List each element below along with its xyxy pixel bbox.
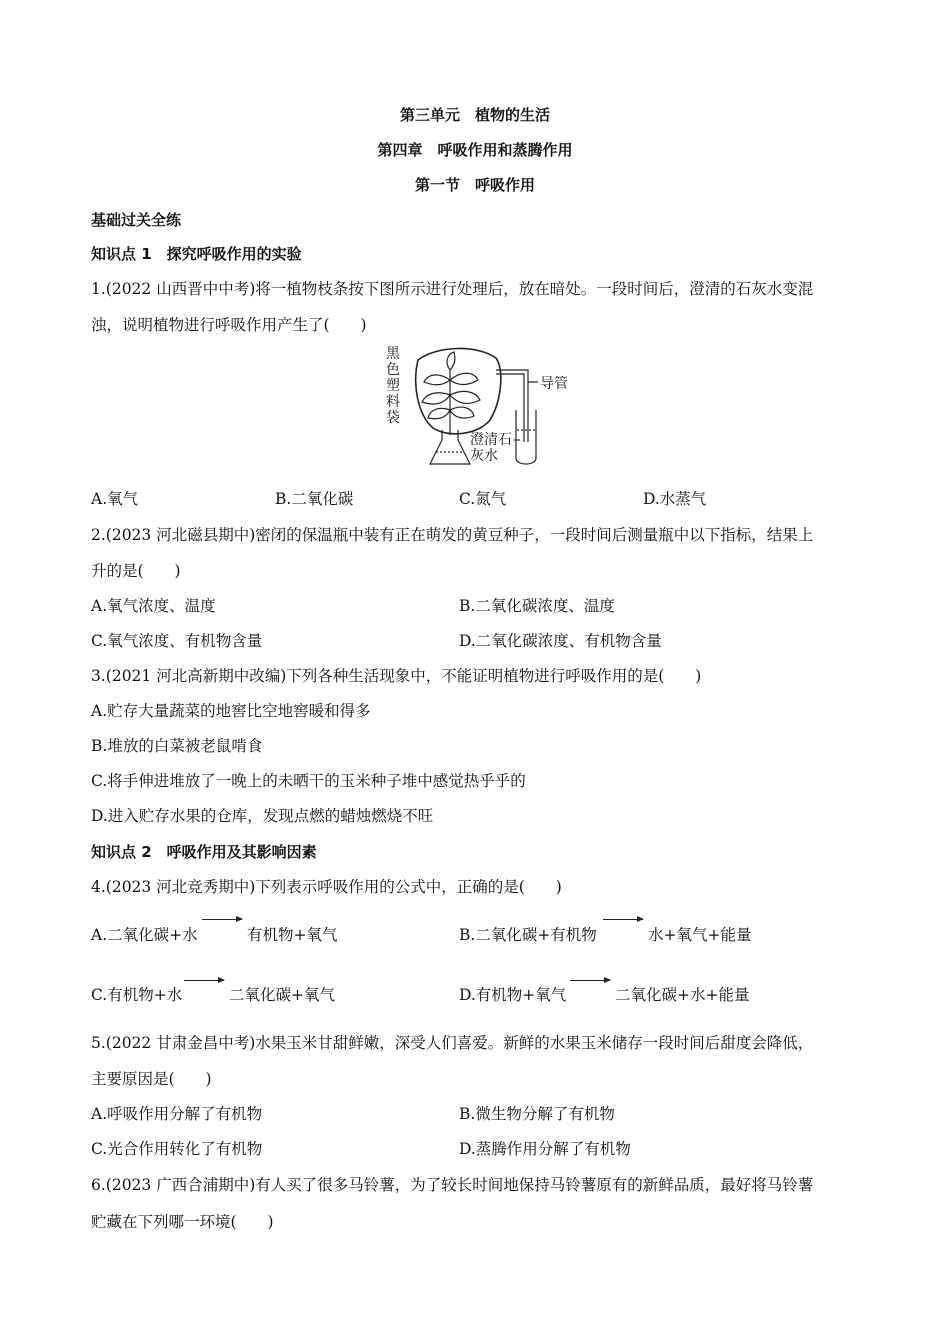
- practice-title: 基础过关全练: [91, 211, 182, 229]
- knowledge-point-1: 知识点 1 探究呼吸作用的实验: [91, 245, 302, 263]
- q4-option-d-arrow: [570, 980, 610, 981]
- q4-option-c-right[interactable]: 二氧化碳+氧气: [229, 986, 335, 1004]
- q5-text-line2: 主要原因是( ): [91, 1070, 212, 1088]
- q2-text-line1: 2.(2023 河北磁县期中)密闭的保温瓶中装有正在萌发的黄豆种子，一段时间后测量瓶中以下指标，结果上: [91, 526, 814, 544]
- q6-text-line2: 贮藏在下列哪一环境( ): [91, 1213, 274, 1231]
- q4-option-b-left[interactable]: B.二氧化碳+有机物: [459, 926, 597, 944]
- q5-text-line1: 5.(2022 甘肃金昌中考)水果玉米甘甜鲜嫩，深受人们喜爱。新鲜的水果玉米储存一段时间后甜度会降低，: [91, 1034, 814, 1052]
- q1-option-b[interactable]: B.二氧化碳: [275, 490, 354, 508]
- q2-option-c[interactable]: C.氧气浓度、有机物含量: [91, 632, 263, 650]
- knowledge-point-2: 知识点 2 呼吸作用及其影响因素: [91, 843, 317, 861]
- q4-option-c-left[interactable]: C.有机物+水: [91, 986, 183, 1004]
- q2-option-a[interactable]: A.氧气浓度、温度: [91, 597, 216, 615]
- q5-option-d[interactable]: D.蒸腾作用分解了有机物: [459, 1140, 631, 1158]
- q4-text-line1: 4.(2023 河北竞秀期中)下列表示呼吸作用的公式中，正确的是( ): [91, 878, 562, 896]
- bag-label: 黑色塑料袋: [386, 346, 400, 426]
- q4-option-a-arrow: [202, 919, 242, 920]
- chapter-heading: 第四章 呼吸作用和蒸腾作用: [377, 141, 573, 159]
- q2-option-b[interactable]: B.二氧化碳浓度、温度: [459, 597, 615, 615]
- q5-option-a[interactable]: A.呼吸作用分解了有机物: [91, 1105, 263, 1123]
- q4-option-a-left[interactable]: A.二氧化碳+水: [91, 926, 198, 944]
- q4-option-b-arrow: [603, 919, 643, 920]
- q1-text-line1: 1.(2022 山西晋中中考)将一植物枝条按下图所示进行处理后，放在暗处。一段时间后，澄清的石灰水变混: [91, 280, 814, 298]
- q1-option-a[interactable]: A.氧气: [91, 490, 139, 508]
- q1-option-d[interactable]: D.水蒸气: [643, 490, 707, 508]
- lime-water-label-1: 澄清石: [470, 432, 512, 448]
- tube-label: 导管: [540, 376, 568, 392]
- section-heading: 第一节 呼吸作用: [414, 176, 535, 194]
- q3-option-c[interactable]: C.将手伸进堆放了一晚上的未晒干的玉米种子堆中感觉热乎乎的: [91, 772, 526, 790]
- q1-text-line2: 浊，说明植物进行呼吸作用产生了( ): [91, 316, 367, 334]
- q5-option-c[interactable]: C.光合作用转化了有机物: [91, 1140, 263, 1158]
- q5-option-b[interactable]: B.微生物分解了有机物: [459, 1105, 615, 1123]
- experiment-figure: [378, 340, 578, 473]
- q6-text-line1: 6.(2023 广西合浦期中)有人买了很多马铃薯，为了较长时间地保持马铃薯原有的新鲜品质，最好将马铃薯: [91, 1176, 814, 1194]
- q4-option-d-left[interactable]: D.有机物+氧气: [459, 986, 567, 1004]
- q3-option-d[interactable]: D.进入贮存水果的仓库，发现点燃的蜡烛燃烧不旺: [91, 807, 434, 825]
- q4-option-d-right[interactable]: 二氧化碳+水+能量: [615, 986, 750, 1004]
- q2-option-d[interactable]: D.二氧化碳浓度、有机物含量: [459, 632, 662, 650]
- q4-option-b-right[interactable]: 水+氧气+能量: [648, 926, 752, 944]
- q1-option-c[interactable]: C.氮气: [459, 490, 507, 508]
- unit-heading: 第三单元 植物的生活: [399, 106, 550, 124]
- q4-option-c-arrow: [184, 980, 224, 981]
- q3-option-b[interactable]: B.堆放的白菜被老鼠啃食: [91, 737, 263, 755]
- lime-water-label-2: 灰水: [470, 448, 498, 464]
- q3-text-line1: 3.(2021 河北高新期中改编)下列各种生活现象中，不能证明植物进行呼吸作用的是( ): [91, 667, 702, 685]
- q2-text-line2: 升的是( ): [91, 562, 181, 580]
- q4-option-a-right[interactable]: 有机物+氧气: [247, 926, 338, 944]
- q3-option-a[interactable]: A.贮存大量蔬菜的地窖比空地窖暖和得多: [91, 702, 371, 720]
